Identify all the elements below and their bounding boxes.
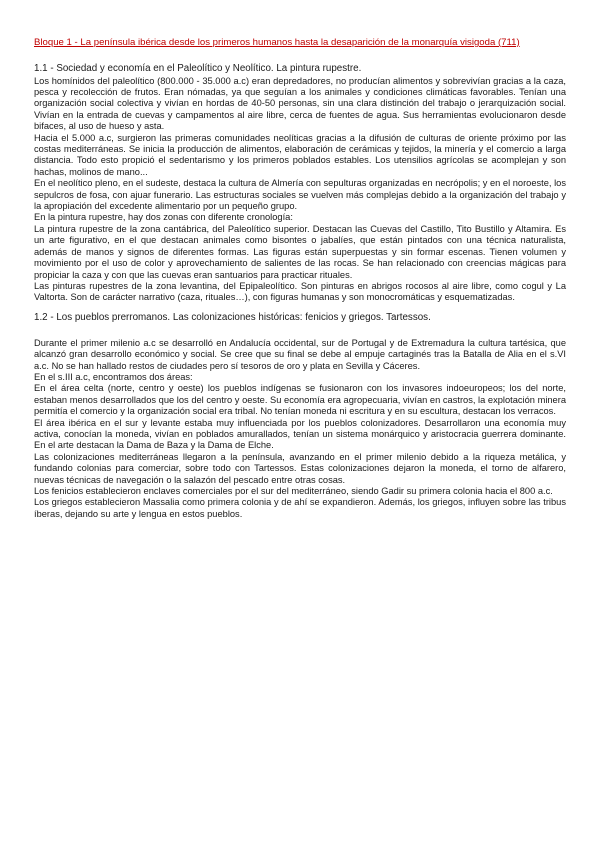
paragraph-greeks: Los griegos establecieron Massalia como primera colonia y de ahí se expandieron. Además, los griegos, influyen sobre las tribus íberas, dejando su arte y lengua en estos pueblos. xyxy=(34,497,566,519)
document-content xyxy=(34,37,566,520)
paragraph-phoenicians: Los fenicios establecieron enclaves comerciales por el sur del mediterráneo, siendo Gadir su primera colonia hacia el 800 a.c. xyxy=(34,486,553,496)
paragraph-neolithic-full: En el neolítico pleno, en el sudeste, destaca la cultura de Almería con sepulturas organizadas en necrópolis; y en el noroeste, los sepulcros de fosa, con ajuar funerario. Las estructuras sociales se vuelven más complejas debido a la organización del trabajo y la apropiación del excedente alimentario por un pequeño grupo. xyxy=(34,178,566,212)
paragraph-two-areas: En el s.III a.c, encontramos dos áreas: xyxy=(34,371,193,382)
section-title-1-1: 1.1 - Sociedad y economía en el Paleolítico y Neolítico. La pintura rupestre. xyxy=(34,62,362,74)
section-title-1-2: 1.2 - Los pueblos prerromanos. Las colonizaciones históricas: fenicios y griegos. Tartessos. xyxy=(34,311,431,323)
paragraph-rock-art-intro: En la pintura rupestre, hay dos zonas con diferente cronología: xyxy=(34,212,293,223)
paragraph-tartessos: Durante el primer milenio a.c se desarrolló en Andalucía occidental, sur de Portugal y de Extremadura la cultura tartésica, que alcanzó gran desarrollo económico y social. Se cree que su final se debe al empuje cartaginés tras la Batalla de Alia en el s.VI a.c. No se han hallado restos de ciudades pero sí tesoros de oro y plata en Sevilla y Cáceres. xyxy=(34,337,566,371)
paragraph-celtic-area: En el área celta (norte, centro y oeste) los pueblos indígenas se fusionaron con los invasores indoeuropeos; los del norte, estaban menos desarrollados que los del centro y oeste. Su economía era agropecuaria, vivían en castros, la explotación minera permitía el comercio y la organización social era tribal. No tenían moneda ni escritura y en su escultura, destacan los verracos. xyxy=(34,383,566,417)
paragraph-paleolithic: Los homínidos del paleolítico (800.000 - 35.000 a.c) eran depredadores, no producían alimentos y sobrevivían gracias a la caza, pesca y recolección de frutos. Eran nómadas, ya que seguían a los animales y condiciones climáticas favorables. Tenían una organización social colectiva y vivían en hordas de 40-50 personas, sin una clara distinción del trabajo o jerarquización social. Vivían en la entrada de cuevas y campamentos al aire libre, cerca de fuentes de agua. Sus herramientas evolucionaron desde bifaces, al uso de hueso y asta. xyxy=(34,75,566,132)
paragraph-iberian-area: El área ibérica en el sur y levante estaba muy influenciada por los pueblos colonizadores. Desarrollaron una economía muy activa, conocían la moneda, vivían en poblados amurallados, tenían un sistema monárquico y aristocracia guerrera dominante. En el arte destacan la Dama de Baza y la Dama de Elche. xyxy=(34,417,566,451)
paragraph-cantabrian-art: La pintura rupestre de la zona cantábrica, del Paleolítico superior. Destacan las Cuevas del Castillo, Tito Bustillo y Altamira. Es un arte figurativo, en el que destacan animales como bisontes o jabalíes, que están pintados con una técnica naturalista, además de manos y signos de diferentes formas. Las figuras están superpuestas y sin formar escenas. Tienen volumen y movimiento por el uso de color y aprovechamiento de salientes de las rocas. Se han relacionado con creencias mágicas para propiciar la caza y con que las cuevas eran santuarios para practicar rituales. xyxy=(34,223,566,280)
paragraph-levantine-art: Las pinturas rupestres de la zona levantina, del Epipaleolítico. Son pinturas en abrigos rocosos al aire libre, como cogul y La Valtorta. Son de carácter narrativo (caza, rituales…), con figuras humanas y son monocromáticas y esquematizadas. xyxy=(34,280,566,303)
paragraph-mediterranean-colonizations: Las colonizaciones mediterráneas llegaron a la península, avanzando en el primer milenio debido a la riqueza metálica, y fundando colonias para comerciar, sobre todo con Tartessos. Estas colonizaciones dejaron la moneda, el torno de alfarero, nuevas técnicas de navegación o la salazón del pescado entre otras cosas. xyxy=(34,451,566,485)
block-title: Bloque 1 - La península ibérica desde los primeros humanos hasta la desaparición de la monarquía visigoda (711) xyxy=(34,37,520,48)
paragraph-neolithic-origins: Hacia el 5.000 a.c, surgieron las primeras comunidades neolíticas gracias a la difusión de culturas de oriente próximo por las costas mediterráneas. Se inicia la producción de alimentos, elaboración de cerámicas y tejidos, la minería y el comercio a larga distancia. Todo esto propició el sedentarismo y los primeros poblados estables. Los utensilios agrícolas se acomplejan y son hachas, molinos de mano... xyxy=(34,132,566,177)
